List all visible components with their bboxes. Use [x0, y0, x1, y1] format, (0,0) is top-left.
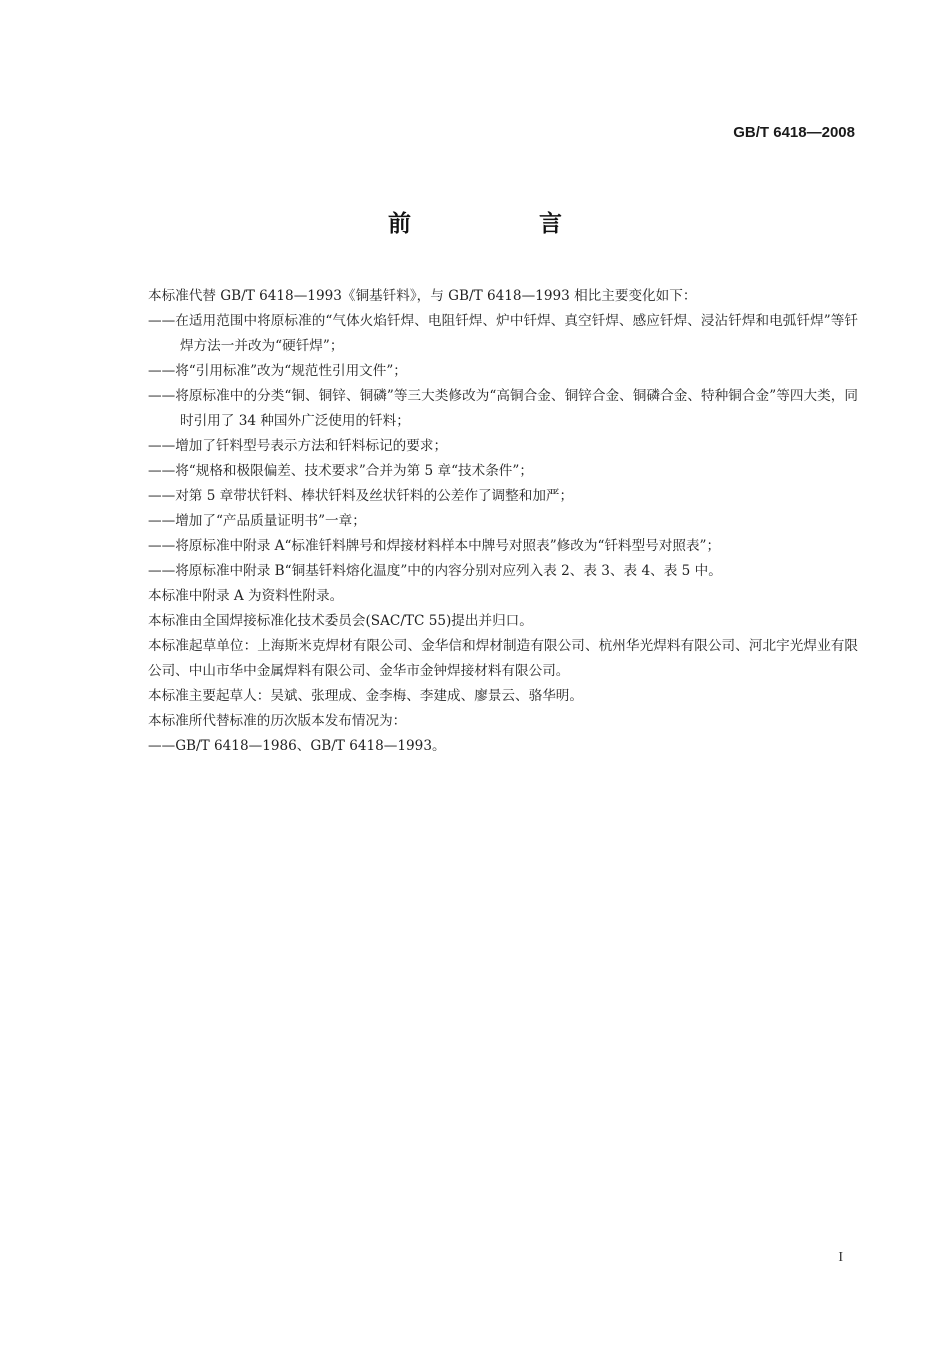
list-item-annex-a-change: ——将原标准中附录 A“标准钎料牌号和焊接材料样本中牌号对照表”修改为“钎料型号对照表”； [148, 538, 721, 554]
paragraph-drafters: 本标准主要起草人：吴斌、张理成、金李梅、李建成、廖景云、骆华明。 [148, 688, 583, 704]
list-item-technical-conditions: ——将“规格和极限偏差、技术要求”合并为第 5 章“技术条件”； [148, 463, 533, 479]
page-title: 前 言 [387, 211, 622, 237]
list-item-classification-change: ——将原标准中的分类“铜、铜锌、铜磷”等三大类修改为“高铜合金、铜锌合金、铜磷合金、特种铜合金”等四大类，同时引用了 34 种国外广泛使用的钎料； [148, 388, 858, 429]
list-item-annex-b-change: ——将原标准中附录 B“铜基钎料熔化温度”中的内容分别对应列入表 2、表 3、表 4、表 5 中。 [148, 563, 722, 579]
standard-number: GB/T 6418—2008 [733, 124, 855, 141]
paragraph-annex-informative: 本标准中附录 A 为资料性附录。 [148, 588, 344, 604]
paragraph-drafting-units: 本标准起草单位：上海斯米克焊材有限公司、金华信和焊材制造有限公司、杭州华光焊料有限公司、河北宇光焊业有限公司、中山市华中金属焊料有限公司、金华市金钟焊接材料有限公司。 [148, 638, 858, 679]
list-item-quality-certificate: ——增加了“产品质量证明书”一章； [148, 513, 366, 529]
paragraph-history-intro: 本标准所代替标准的历次版本发布情况为： [148, 713, 407, 729]
list-item-tolerance-adjustment: ——对第 5 章带状钎料、棒状钎料及丝状钎料的公差作了调整和加严； [148, 488, 574, 504]
paragraph-proposed-by: 本标准由全国焊接标准化技术委员会(SAC/TC 55)提出并归口。 [148, 613, 533, 629]
page-number: I [838, 1250, 843, 1265]
paragraph-replacement-statement: 本标准代替 GB/T 6418—1993《铜基钎料》，与 GB/T 6418—1993 相比主要变化如下： [148, 288, 697, 304]
foreword-body [113, 284, 858, 759]
list-item-scope-change: ——在适用范围中将原标准的“气体火焰钎焊、电阻钎焊、炉中钎焊、真空钎焊、感应钎焊、浸沾钎焊和电弧钎焊”等钎焊方法一并改为“硬钎焊”； [148, 313, 858, 354]
list-item-designation-requirements: ——增加了钎料型号表示方法和钎料标记的要求； [148, 438, 448, 454]
list-item-previous-editions: ——GB/T 6418—1986、GB/T 6418—1993。 [148, 738, 446, 754]
list-item-normative-references: ——将“引用标准”改为“规范性引用文件”； [148, 363, 407, 379]
